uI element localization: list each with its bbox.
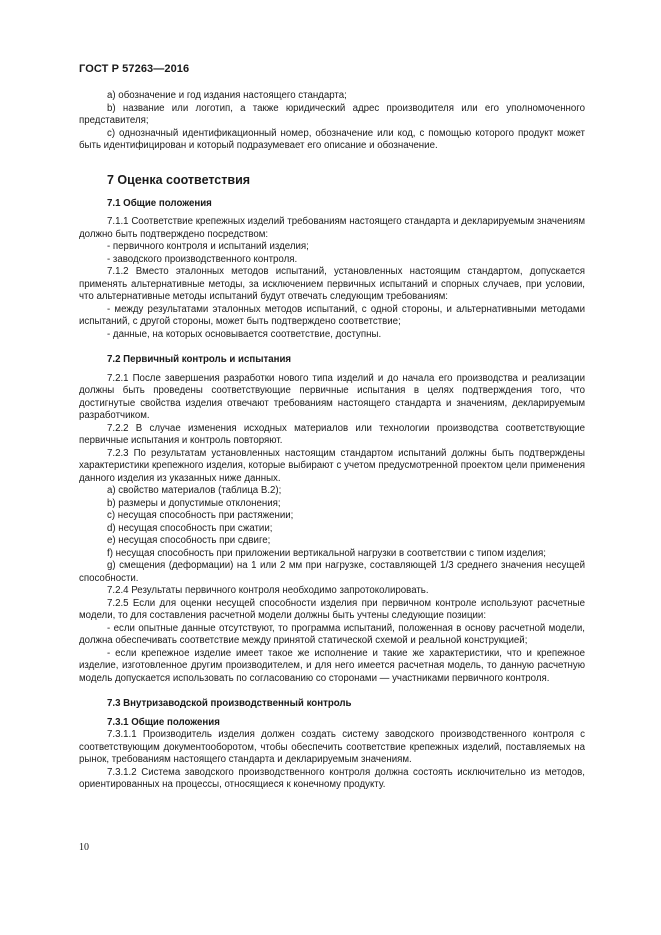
- list-item: с) несущая способность при растяжении;: [107, 510, 294, 521]
- paragraph-7-2-4: 7.2.4 Результаты первичного контроля необходимо запротоколировать.: [107, 585, 429, 596]
- list-item: d) несущая способность при сжатии;: [107, 522, 273, 534]
- list-item: f) несущая способность при приложении вертикальной нагрузки в соответствии с типом изделия;: [107, 547, 546, 559]
- paragraph-7-2-5: 7.2.5 Если для оценки несущей способности изделия при первичном контроле используют расчетные модели, то для составления расчетной модели должны быть учтены следующие позиции:: [79, 597, 585, 621]
- paragraph-7-3-1-1: 7.3.1.1 Производитель изделия должен создать систему заводского производственного контроля с соответствующим документооборотом, чтобы обеспечить соответствие крепежных изделий, поставляемых на рынок, требованиям настоящего стандарта и декларируемым значениям.: [79, 729, 585, 765]
- subsection-7-3-1-heading: 7.3.1 Общие положения: [107, 716, 220, 728]
- list-item: - если опытные данные отсутствуют, то программа испытаний, положенная в основу расчетной модели, должна обеспечивать соответствие между принятой статической схемой и реальной конструкцией;: [79, 622, 585, 646]
- paragraph-7-1-2: 7.1.2 Вместо эталонных методов испытаний, установленных настоящим стандартом, допускается применять альтернативные методы, за исключением первичных испытаний и спорных случаев, при условии, что альтернативные методы испытаний будут отвечать следующим требованиям:: [79, 266, 585, 302]
- subsection-7-1-heading: 7.1 Общие положения: [107, 197, 212, 209]
- paragraph-7-1-1: 7.1.1 Соответствие крепежных изделий требованиям настоящего стандарта и декларируемым значениям должно быть подтверждено посредством:: [79, 216, 585, 240]
- paragraph-7-2-1: 7.2.1 После завершения разработки нового типа изделий и до начала его производства и реализации должны быть проведены соответствующие первичные испытания в целях подтверждения того, что достигнутые свойства изделия отвечают требованиям настоящего стандарта и значениям, декларируемым разработчиком.: [79, 372, 585, 421]
- section-7-heading: 7 Оценка соответствия: [107, 172, 251, 187]
- list-item: - заводского производственного контроля.: [107, 253, 298, 265]
- subsection-7-2-heading: 7.2 Первичный контроль и испытания: [107, 354, 292, 365]
- list-item: е) несущая способность при сдвиге;: [107, 535, 271, 546]
- paragraph-7-3-1-2: 7.3.1.2 Система заводского производственного контроля должна состоять исключительно из методов, ориентированных на процессы, относящиеся к конечному продукту.: [79, 766, 585, 790]
- list-item: - если крепежное изделие имеет такое же исполнение и такие же характеристики, что и крепежное изделие, изготовленное другим производителем, и для него имеется расчетная модель, то данную расчетную модель допускается использовать по согласованию со сторонами — участниками первичного контроля.: [79, 647, 585, 684]
- document-code-header: ГОСТ Р 57263—2016: [79, 63, 190, 75]
- list-item: а) обозначение и год издания настоящего стандарта;: [107, 90, 347, 101]
- list-item: - между результатами эталонных методов испытаний, с одной стороны, и альтернативными методами испытаний, с другой стороны, может быть подтверждено соответствие;: [79, 303, 585, 327]
- subsection-7-3-heading: 7.3 Внутризаводской производственный контроль: [107, 698, 352, 709]
- paragraph-7-2-2: 7.2.2 В случае изменения исходных материалов или технологии производства соответствующие первичные испытания и контроль повторяют.: [79, 422, 585, 446]
- list-item: - данные, на которых основывается соответствие, доступны.: [107, 328, 382, 340]
- list-item: - первичного контроля и испытаний изделия;: [107, 241, 309, 252]
- page-body: [79, 90, 585, 792]
- list-item: g) смещения (деформации) на 1 или 2 мм при нагрузке, составляющей 1/3 среднего значения несущей способности.: [79, 560, 585, 584]
- paragraph-7-2-3: 7.2.3 По результатам установленных настоящим стандартом испытаний должны быть подтверждены характеристики крепежного изделия, которые выбирают с учетом предусмотренной проектом цели применения данного изделия из указанных ниже данных.: [79, 447, 585, 484]
- page-number: 10: [79, 842, 89, 853]
- list-item: с) однозначный идентификационный номер, обозначение или код, с помощью которого продукт может быть идентифицирован и который подразумевает его описание и обозначение.: [79, 127, 585, 151]
- list-item: а) свойство материалов (таблица В.2);: [107, 485, 282, 496]
- list-item: b) размеры и допустимые отклонения;: [107, 497, 281, 509]
- list-item: b) название или логотип, а также юридический адрес производителя или его уполномоченного представителя;: [79, 102, 585, 126]
